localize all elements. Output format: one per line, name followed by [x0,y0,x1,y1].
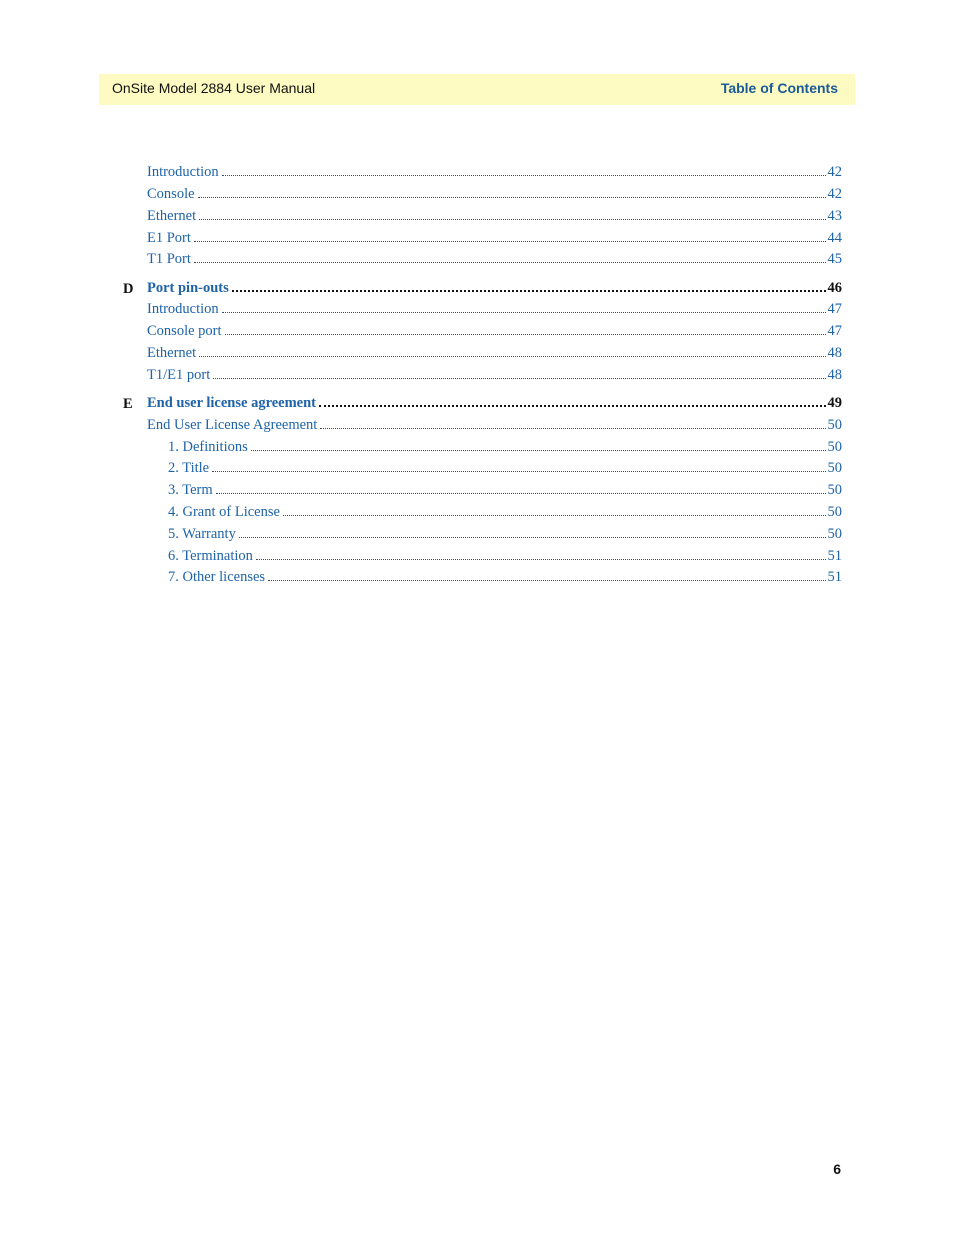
toc-entry-page: 43 [827,208,842,224]
toc-entry-page: 50 [827,417,842,433]
toc-entry-page: 50 [827,526,842,542]
toc-entry-title: 7. Other licenses [168,569,266,585]
toc-entry-page: 51 [827,548,842,564]
toc-chapter-port-pin-outs[interactable] [147,280,842,298]
toc-chapter-page: 49 [827,395,842,411]
toc-entry-title: 3. Term [168,482,213,498]
dot-leader [194,231,826,242]
toc-subentry-title[interactable] [168,460,842,478]
toc-subentry-definitions[interactable] [168,439,842,457]
document-title: OnSite Model 2884 User Manual [112,80,316,96]
toc-entry-console[interactable] [147,186,842,204]
chapter-letter-d: D [123,281,134,297]
toc-entry-title: Console port [147,323,222,339]
toc-entry-introduction[interactable] [147,301,842,319]
dot-leader [199,346,825,357]
toc-entry-page: 47 [827,301,842,317]
toc-entry-page: 47 [827,323,842,339]
toc-chapter-title: Port pin-outs [147,280,229,296]
toc-chapter-end-user-license-agreement[interactable] [147,395,842,413]
dot-leader [268,570,825,581]
toc-entry-page: 42 [827,186,842,202]
dot-leader [251,440,826,451]
dot-leader [198,187,826,198]
toc-subentry-termination[interactable] [168,548,842,566]
toc-entry-page: 45 [827,251,842,267]
dot-leader [194,252,826,263]
dot-leader [225,324,826,335]
toc-entry-page: 48 [827,345,842,361]
toc-entry-ethernet[interactable] [147,208,842,226]
toc-entry-title: Introduction [147,164,219,180]
toc-entry-title: 6. Termination [168,548,253,564]
toc-entry-title: Ethernet [147,345,197,361]
chapter-letter-e: E [123,396,133,412]
dot-leader [212,461,825,472]
toc-chapter-title: End user license agreement [147,395,317,411]
toc-subentry-other-licenses[interactable] [168,569,842,587]
toc-entry-t1-e1-port[interactable] [147,367,842,385]
toc-entry-title: Ethernet [147,208,197,224]
toc-entry-title: 2. Title [168,460,210,476]
dot-leader [216,483,826,494]
dot-leader [320,418,825,429]
toc-entry-title: T1/E1 port [147,367,211,383]
toc-entry-title: End User License Agreement [147,417,318,433]
toc-entry-title: 4. Grant of License [168,504,280,520]
section-title: Table of Contents [720,80,838,96]
toc-subentry-term[interactable] [168,482,842,500]
dot-leader [256,549,826,560]
toc-entry-page: 48 [827,367,842,383]
dot-leader [319,395,825,407]
toc-entry-page: 50 [827,504,842,520]
toc-entry-title: Introduction [147,301,219,317]
toc-entry-page: 42 [827,164,842,180]
dot-leader [213,368,825,379]
toc-entry-title: 5. Warranty [168,526,236,542]
dot-leader [222,302,826,313]
toc-subentry-grant-of-license[interactable] [168,504,842,522]
dot-leader [199,209,825,220]
dot-leader [232,280,826,292]
toc-entry-page: 50 [827,482,842,498]
page-number: 6 [833,1161,841,1177]
toc-subentry-warranty[interactable] [168,526,842,544]
toc-chapter-page: 46 [827,280,842,296]
running-header [99,74,855,105]
toc-entry-title: E1 Port [147,230,191,246]
dot-leader [283,505,826,516]
toc-entry-title: Console [147,186,195,202]
toc-entry-console-port[interactable] [147,323,842,341]
toc-entry-title: T1 Port [147,251,191,267]
toc-entry-page: 50 [827,439,842,455]
toc-entry-t1-port[interactable] [147,251,842,269]
toc-entry-e1-port[interactable] [147,230,842,248]
dot-leader [239,527,826,538]
toc-entry-ethernet[interactable] [147,345,842,363]
dot-leader [222,165,826,176]
toc-entry-eula-section[interactable] [147,417,842,435]
toc-entry-introduction[interactable] [147,164,842,182]
toc-entry-title: 1. Definitions [168,439,248,455]
toc-entry-page: 50 [827,460,842,476]
toc-entry-page: 51 [827,569,842,585]
toc-entry-page: 44 [827,230,842,246]
